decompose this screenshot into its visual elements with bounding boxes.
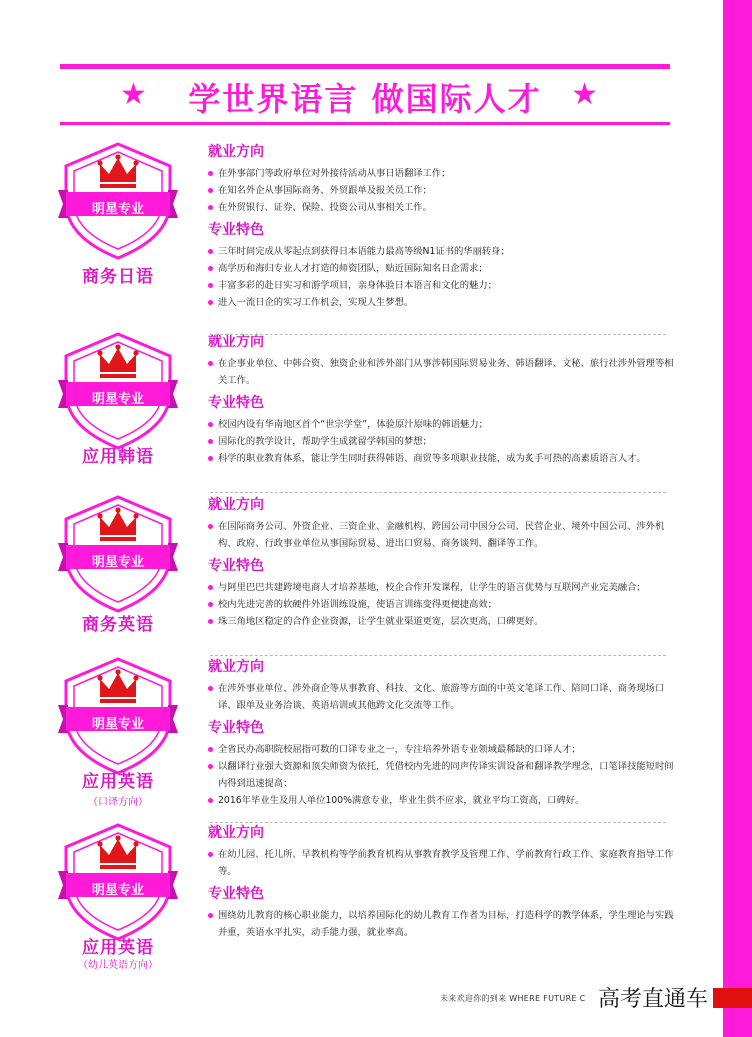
star-major-badge <box>58 142 178 260</box>
list-item: 校内先进完善的软硬件外语训练设施，使语言训练变得更便捷高效； <box>208 596 674 613</box>
employment-list <box>208 680 674 714</box>
employment-list <box>208 846 674 880</box>
header-rule-bottom <box>60 122 670 125</box>
section-divider <box>210 822 666 823</box>
employment-list <box>208 165 674 216</box>
star-icon: ★ <box>120 77 147 112</box>
watermark-text: 高考直通车 <box>598 987 709 1012</box>
employment-list <box>208 355 674 389</box>
badge-label: 明星专业 <box>91 717 144 732</box>
features-list <box>208 907 674 941</box>
employment-heading: 就业方向 <box>208 825 264 841</box>
features-list <box>208 741 674 809</box>
major-content <box>208 823 674 945</box>
list-item: 在国际商务公司、外资企业、三资企业、金融机构、跨国公司中国分公司、民营企业、境外中国公司、涉外机构、政府、行政事业单位从事国际贸易、进出口贸易、商务谈判、翻译等工作。 <box>208 518 674 552</box>
major-name: 商务英语 <box>82 615 154 635</box>
list-item: 校园内设有华南地区首个“世宗学堂”，体验原汁原味的韩语魅力； <box>208 416 674 433</box>
page-header <box>60 74 670 120</box>
major-content <box>208 657 674 813</box>
section-divider <box>210 334 666 335</box>
star-icon: ★ <box>571 77 598 112</box>
list-item: 在涉外事业单位、涉外商企等从事教育、科技、文化、旅游等方面的中英文笔译工作、陪同口译、商务现场口译、跟单及业务洽谈、英语培训或其他跨文化交流等工作。 <box>208 680 674 714</box>
major-content <box>208 142 674 315</box>
star-major-badge <box>58 657 178 775</box>
list-item: 高学历和海归专业人才打造的师资团队，贴近国际知名日企需求； <box>208 260 674 277</box>
list-item: 以翻译行业强大资源和顶尖师资为依托，凭借校内先进的同声传译实训设备和翻译教学理念，口笔译技能短时间内得到迅速提高； <box>208 758 674 792</box>
features-heading: 专业特色 <box>208 886 264 902</box>
features-heading: 专业特色 <box>208 222 264 238</box>
major-name: 应用韩语 <box>82 447 154 467</box>
badge-label: 明星专业 <box>91 392 144 407</box>
major-name: 商务日语 <box>82 267 154 287</box>
watermark-bar <box>713 988 752 1008</box>
features-list <box>208 579 674 630</box>
section-divider <box>210 655 666 656</box>
list-item: 2016年毕业生及用人单位100%满意专业，毕业生供不应求，就业平均工资高，口碑好。 <box>208 792 674 809</box>
right-accent-bar <box>723 0 752 1037</box>
section-divider <box>210 492 666 493</box>
employment-heading: 就业方向 <box>208 334 264 350</box>
list-item: 国际化的教学设计，帮助学生成就留学韩国的梦想； <box>208 433 674 450</box>
list-item: 围绕幼儿教育的核心职业能力，以培养国际化的幼儿教育工作者为目标，打造科学的教学体系，学生理论与实践并重，英语水平扎实，动手能力强，就业率高。 <box>208 907 674 941</box>
star-major-badge <box>58 332 178 450</box>
list-item: 在外事部门等政府单位对外接待活动从事日语翻译工作； <box>208 165 674 182</box>
employment-heading: 就业方向 <box>208 144 264 160</box>
employment-list <box>208 518 674 552</box>
major-direction: （口译方向） <box>88 797 148 808</box>
list-item: 丰富多彩的赴日实习和游学项目，亲身体验日本语言和文化的魅力； <box>208 277 674 294</box>
features-heading: 专业特色 <box>208 720 264 736</box>
features-heading: 专业特色 <box>208 558 264 574</box>
employment-heading: 就业方向 <box>208 497 264 513</box>
list-item: 全省民办高职院校屈指可数的口译专业之一，专注培养外语专业领域最稀缺的口译人才； <box>208 741 674 758</box>
list-item: 与阿里巴巴共建跨境电商人才培养基地，校企合作开发课程，让学生的语言优势与互联网产业完美融合； <box>208 579 674 596</box>
employment-heading: 就业方向 <box>208 659 264 675</box>
major-content <box>208 495 674 634</box>
badge-label: 明星专业 <box>91 883 144 898</box>
major-content <box>208 332 674 471</box>
major-name: 应用英语 <box>82 772 154 792</box>
features-list <box>208 243 674 311</box>
major-name: 应用英语 <box>82 938 154 958</box>
major-direction: （幼儿英语方向） <box>78 960 158 971</box>
list-item: 三年时间完成从零起点到获得日本语能力最高等级N1证书的华丽转身； <box>208 243 674 260</box>
features-list <box>208 416 674 467</box>
star-major-badge <box>58 823 178 941</box>
list-item: 进入一流日企的实习工作机会，实现人生梦想。 <box>208 294 674 311</box>
badge-label: 明星专业 <box>91 202 144 217</box>
list-item: 科学的职业教育体系，能让学生同时获得韩语、商贸等多项职业技能，成为炙手可热的高素质语言人才。 <box>208 450 674 467</box>
star-major-badge <box>58 495 178 613</box>
badge-label: 明星专业 <box>91 555 144 570</box>
page-title: 学世界语言 做国际人才 <box>188 80 542 118</box>
list-item: 在幼儿园、托儿所、早教机构等学前教育机构从事教育教学及管理工作、学前教育行政工作、家庭教育指导工作等。 <box>208 846 674 880</box>
header-rule-top <box>60 64 670 69</box>
list-item: 在外贸银行、证券、保险、投资公司从事相关工作。 <box>208 199 674 216</box>
footer-slogan: 未来欢迎你的到来 WHERE FUTURE C <box>440 994 586 1003</box>
features-heading: 专业特色 <box>208 395 264 411</box>
list-item: 在知名外企从事国际商务、外贸跟单及报关员工作； <box>208 182 674 199</box>
list-item: 珠三角地区稳定的合作企业资源，让学生就业渠道更宽，层次更高，口碑更好。 <box>208 613 674 630</box>
list-item: 在企事业单位、中韩合资、独资企业和涉外部门从事涉韩国际贸易业务、韩语翻译、文秘、旅行社涉外管理等相关工作。 <box>208 355 674 389</box>
